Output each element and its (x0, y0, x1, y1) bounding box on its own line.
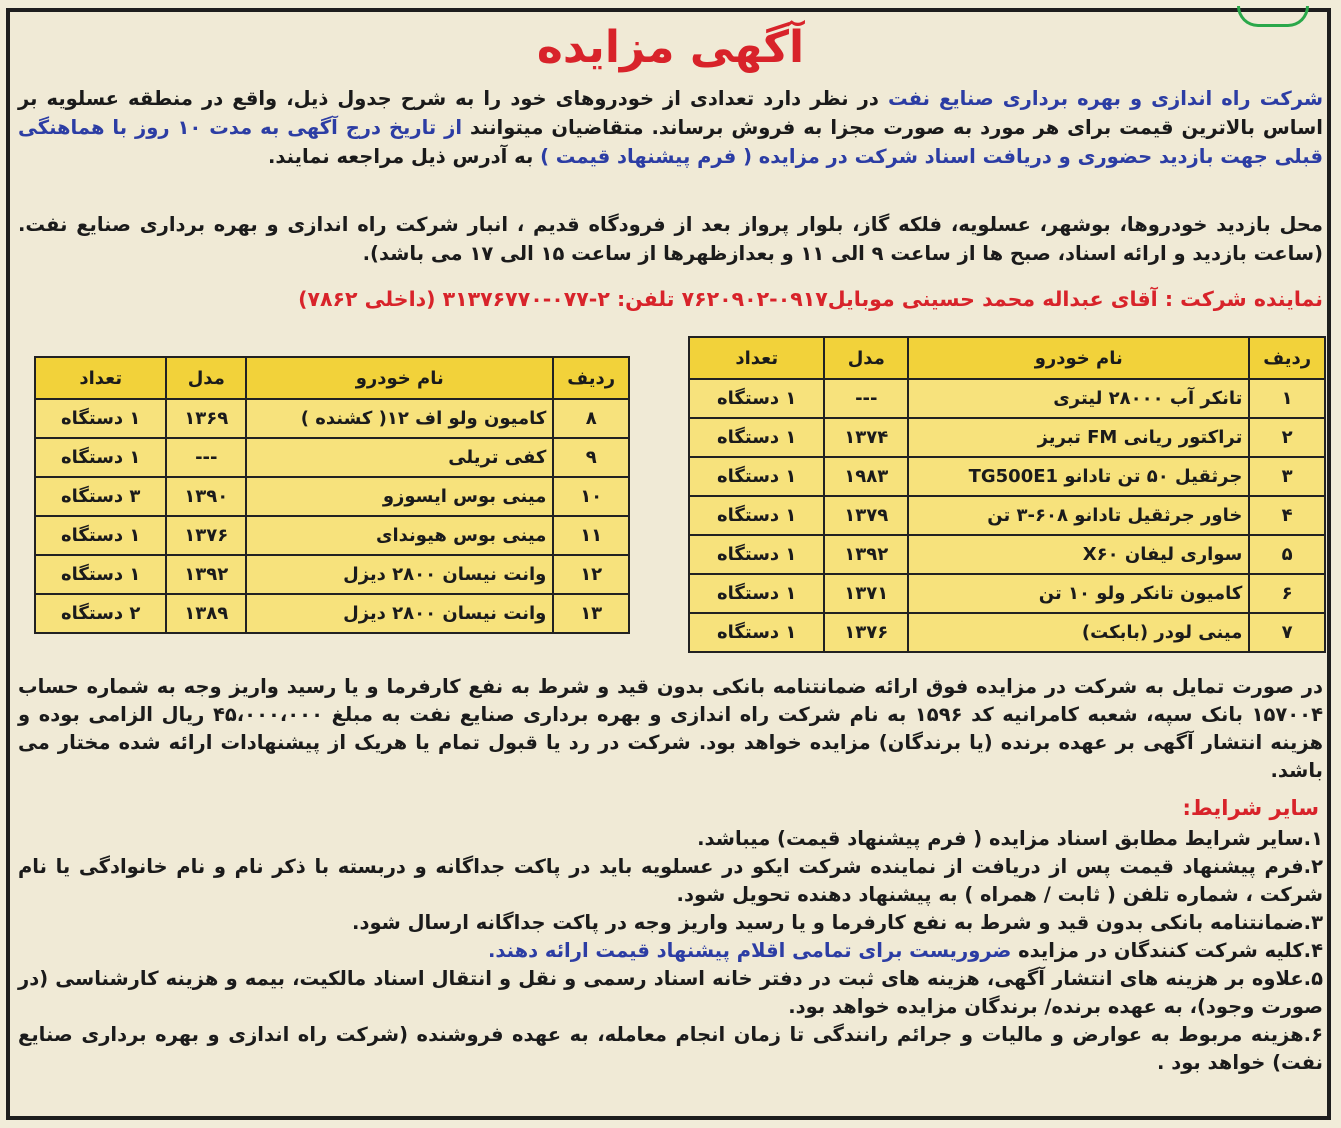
cell-vehicle-name: کامیون ولو اف ۱۲( کشنده ) (246, 399, 553, 438)
intro-highlight: از تاریخ درج آگهی به مدت ۱۰ روز با هماهنگی قبلی جهت بازدید حضوری و دریافت اسناد شرکت در مزایده ( فرم پیشنهاد قیمت ) (18, 116, 1323, 168)
condition-item: ۵.علاوه بر هزینه های انتشار آگهی، هزینه های ثبت در دفتر خانه اسناد رسمی و نقل و انتقال اسناد مالکیت، بیمه و هزینه کارشناسی (در صورت وجود)، به عهده برنده/ برندگان مزایده خواهد بود. (18, 967, 1323, 1018)
intro-paragraph (18, 84, 1323, 171)
col-header-model: مدل (166, 357, 246, 399)
cell-model: ۱۳۷۱ (824, 574, 908, 613)
cell-model: ۱۳۸۹ (166, 594, 246, 633)
cell-model: ۱۳۷۴ (824, 418, 908, 457)
cell-count: ۱ دستگاه (689, 613, 824, 652)
cell-vehicle-name: وانت نیسان ۲۸۰۰ دیزل (246, 555, 553, 594)
vehicle-table-right (688, 336, 1326, 653)
condition-item: ۱.سایر شرایط مطابق اسناد مزایده ( فرم پیشنهاد قیمت) میباشد. (697, 827, 1323, 850)
cell-count: ۱ دستگاه (35, 438, 166, 477)
conditions-list (18, 825, 1323, 1077)
cell-count: ۱ دستگاه (689, 457, 824, 496)
company-name: شرکت راه اندازی و بهره برداری صنایع نفت (887, 87, 1323, 110)
condition-4-highlight: ضروریست برای تمامی اقلام پیشنهاد قیمت ارائه دهند. (487, 939, 1012, 962)
table-row (35, 555, 629, 594)
cell-row-number: ۲ (1249, 418, 1325, 457)
ad-title: آگهی مزایده (536, 22, 805, 73)
cell-vehicle-name: جرثقیل ۵۰ تن تادانو TG500E1 (908, 457, 1249, 496)
table-header-row (35, 357, 629, 399)
cell-model: ۱۳۷۹ (824, 496, 908, 535)
other-conditions-title: سایر شرایط: (1182, 796, 1319, 820)
cell-model: ۱۳۹۲ (166, 555, 246, 594)
cell-row-number: ۱۰ (553, 477, 629, 516)
col-header-name: نام خودرو (908, 337, 1249, 379)
cell-model: ۱۹۸۳ (824, 457, 908, 496)
condition-item: ۶.هزینه مربوط به عوارض و مالیات و جرائم رانندگی تا زمان انجام معامله، به عهده فروشنده (شرکت راه اندازی و بهره برداری صنایع نفت) خواهد بود . (18, 1023, 1323, 1074)
cell-model: --- (824, 379, 908, 418)
col-header-name: نام خودرو (246, 357, 553, 399)
cell-count: ۱ دستگاه (689, 535, 824, 574)
visit-info: محل بازدید خودروها، بوشهر، عسلویه، فلکه گاز، بلوار پرواز بعد از فرودگاه قدیم ، انبار شرکت راه اندازی و بهره برداری صنایع نفت. (ساعت بازدید و ارائه اسناد، صبح ها از ساعت ۹ الی ۱۱ و بعدازظهرها از ساعت ۱۵ الی ۱۷ می باشد). (18, 213, 1323, 265)
cell-count: ۱ دستگاه (35, 516, 166, 555)
cell-row-number: ۱۱ (553, 516, 629, 555)
table-header-row (689, 337, 1325, 379)
vehicle-table-left (34, 356, 630, 634)
table-row (689, 457, 1325, 496)
condition-item (18, 937, 1323, 965)
cell-model: ۱۳۹۰ (166, 477, 246, 516)
cell-count: ۱ دستگاه (689, 379, 824, 418)
cell-row-number: ۴ (1249, 496, 1325, 535)
cell-vehicle-name: تراکتور ریانی FM تبریز (908, 418, 1249, 457)
col-header-model: مدل (824, 337, 908, 379)
table-row (35, 438, 629, 477)
guarantee-paragraph: در صورت تمایل به شرکت در مزایده فوق ارائه ضمانتنامه بانکی بدون قید و شرط به نفع کارفرما و یا رسید واریز وجه به شماره حساب ۱۵۷۰۰۴ بانک سپه، شعبه کامرانیه کد ۱۵۹۶ به نام شرکت راه اندازی و بهره برداری صنایع نفت به مبلغ ۴۵،۰۰۰،۰۰۰ ریال الزامی بوده و هزینه انتشار آگهی بر عهده برنده (یا برندگان) مزایده خواهد بود. شرکت در رد یا قبول تمام یا هریک از پیشنهادات ارائه شده مختار می باشد. (18, 675, 1323, 782)
cell-count: ۲ دستگاه (35, 594, 166, 633)
cell-vehicle-name: سواری لیفان X۶۰ (908, 535, 1249, 574)
cell-count: ۱ دستگاه (689, 496, 824, 535)
cell-count: ۱ دستگاه (689, 574, 824, 613)
table-row (689, 418, 1325, 457)
cell-row-number: ۸ (553, 399, 629, 438)
cell-vehicle-name: مینی بوس هیوندای (246, 516, 553, 555)
cell-row-number: ۵ (1249, 535, 1325, 574)
table-row (35, 399, 629, 438)
table-row (689, 613, 1325, 652)
cell-model: ۱۳۷۶ (166, 516, 246, 555)
cell-count: ۱ دستگاه (689, 418, 824, 457)
cell-vehicle-name: مینی بوس ایسوزو (246, 477, 553, 516)
col-header-count: تعداد (689, 337, 824, 379)
table-row (689, 535, 1325, 574)
cell-model: ۱۳۷۶ (824, 613, 908, 652)
cell-row-number: ۶ (1249, 574, 1325, 613)
cell-vehicle-name: وانت نیسان ۲۸۰۰ دیزل (246, 594, 553, 633)
col-header-count: تعداد (35, 357, 166, 399)
cell-vehicle-name: تانکر آب ۲۸۰۰۰ لیتری (908, 379, 1249, 418)
cell-row-number: ۹ (553, 438, 629, 477)
condition-item: ۳.ضمانتنامه بانکی بدون قید و شرط به نفع کارفرما و یا رسید واریز وجه در پاکت جداگانه ارسال شود. (352, 911, 1323, 934)
cell-count: ۱ دستگاه (35, 399, 166, 438)
cell-model: --- (166, 438, 246, 477)
condition-4-text: ۴.کلیه شرکت کنندگان در مزایده (1011, 939, 1323, 962)
table-row (689, 496, 1325, 535)
intro-text-2: به آدرس ذیل مراجعه نمایند. (267, 145, 541, 168)
cell-vehicle-name: مینی لودر (بابکت) (908, 613, 1249, 652)
cell-model: ۱۳۹۲ (824, 535, 908, 574)
cell-count: ۱ دستگاه (35, 555, 166, 594)
cell-count: ۳ دستگاه (35, 477, 166, 516)
table-row (689, 379, 1325, 418)
cell-row-number: ۳ (1249, 457, 1325, 496)
col-header-row: ردیف (553, 357, 629, 399)
cell-row-number: ۷ (1249, 613, 1325, 652)
col-header-row: ردیف (1249, 337, 1325, 379)
cell-row-number: ۱۲ (553, 555, 629, 594)
cell-vehicle-name: کفی تریلی (246, 438, 553, 477)
cell-model: ۱۳۶۹ (166, 399, 246, 438)
cell-row-number: ۱۳ (553, 594, 629, 633)
intro-text-1: در نظر دارد تعدادی از خودروهای خود را به شرح جدول ذیل، واقع در منطقه عسلویه بر اساس بالاترین قیمت برای هر مورد به صورت مجزا به فروش برساند. متقاضیان میتوانند (18, 87, 1323, 139)
table-row (35, 516, 629, 555)
table-row (35, 477, 629, 516)
table-row (689, 574, 1325, 613)
table-row (35, 594, 629, 633)
condition-item: ۲.فرم پیشنهاد قیمت پس از دریافت از نماینده شرکت ایکو در عسلویه باید در پاکت جداگانه و دربسته با ذکر نام و نام خانوادگی یا نام شرکت ، شماره تلفن ( ثابت / همراه ) به پیشنهاد دهنده تحویل شود. (18, 855, 1323, 906)
representative-contact: نماینده شرکت : آقای عبداله محمد حسینی موبایل۰۹۱۷-۷۶۲۰۹۰۲ تلفن: ۲-۰۷۷-۳۱۳۷۶۷۷۰ (داخلی ۷۸۶۲) (298, 287, 1323, 311)
cell-vehicle-name: کامیون تانکر ولو ۱۰ تن (908, 574, 1249, 613)
cell-row-number: ۱ (1249, 379, 1325, 418)
cell-vehicle-name: خاور جرثقیل تادانو ۶۰۸-۳ تن (908, 496, 1249, 535)
